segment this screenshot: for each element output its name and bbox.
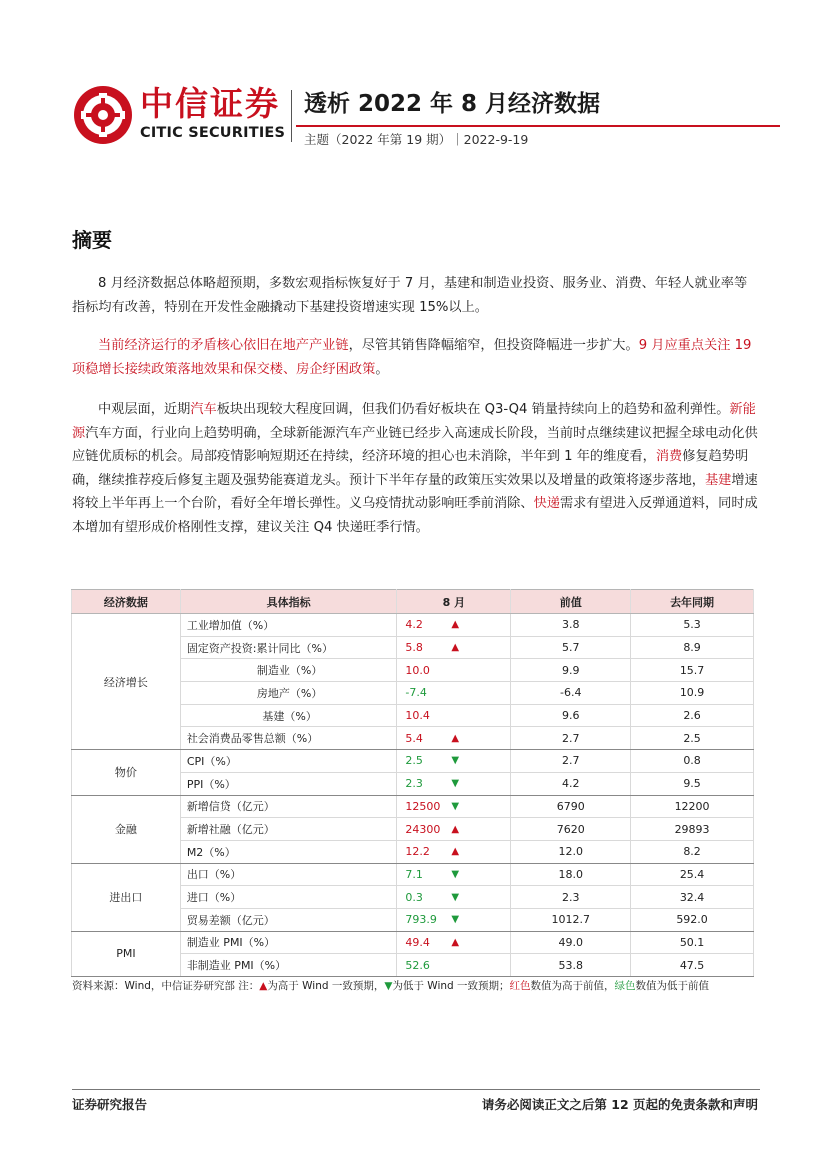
summary-paragraph-2 — [72, 334, 760, 381]
column-header: 前值 — [511, 590, 631, 614]
last-year-value-cell: 29893 — [631, 818, 754, 841]
august-cell — [397, 863, 511, 886]
august-value: 49.4 — [405, 935, 430, 949]
summary-heading: 摘要 — [72, 228, 112, 252]
down-arrow-icon: ▼ — [384, 980, 393, 992]
last-year-value-cell: 0.8 — [631, 750, 754, 773]
august-cell — [397, 750, 511, 773]
august-value: 7.1 — [405, 867, 423, 881]
august-value: 0.3 — [405, 890, 423, 904]
indicator-cell: 新增社融（亿元） — [180, 818, 397, 841]
keyword-new-energy: 新能源 — [72, 402, 756, 441]
keyword-express: 快递 — [533, 496, 560, 511]
down-arrow-icon: ▼ — [451, 755, 460, 767]
previous-value-cell: 2.7 — [511, 750, 631, 773]
previous-value-cell: 5.7 — [511, 636, 631, 659]
down-arrow-icon: ▼ — [451, 914, 460, 926]
table-row — [72, 614, 754, 637]
summary-paragraph-3 — [72, 398, 760, 539]
down-arrow-icon: ▼ — [451, 800, 460, 812]
previous-value-cell: 2.3 — [511, 886, 631, 909]
body-text: 中观层面，近期 — [98, 402, 191, 417]
report-subtitle: 主题（2022 年第 19 期）｜2022-9-19 — [304, 132, 529, 147]
table-source-note — [72, 978, 709, 993]
body-text: ，尽管其销售降幅缩窄，但投资降幅进一步扩大。 — [348, 338, 639, 353]
column-header: 经济数据 — [72, 590, 181, 614]
header-divider-vertical — [291, 90, 292, 142]
last-year-value-cell: 2.6 — [631, 704, 754, 727]
down-arrow-icon: ▼ — [451, 891, 460, 903]
down-arrow-icon: ▼ — [451, 868, 460, 880]
august-value: 5.4 — [405, 731, 423, 745]
table-header-row — [72, 590, 754, 614]
indicator-cell: PPI（%） — [180, 772, 397, 795]
august-cell — [397, 954, 511, 977]
note-red-label: 红色 — [509, 980, 531, 992]
up-arrow-icon: ▲ — [259, 980, 268, 992]
august-value: 52.6 — [405, 958, 430, 972]
august-cell — [397, 908, 511, 931]
body-text: 修复趋势明确，继续推荐疫后修复主题及强势能赛道龙头。预计下半年存量的政策压实效果以及增量的政策将逐步落地， — [72, 449, 749, 488]
august-value: 4.2 — [405, 618, 423, 632]
last-year-value-cell: 47.5 — [631, 954, 754, 977]
citic-logo-icon — [72, 84, 134, 146]
august-value: 2.5 — [405, 754, 423, 768]
down-arrow-icon: ▼ — [451, 778, 460, 790]
up-arrow-icon: ▲ — [451, 619, 460, 631]
august-value: 12.2 — [405, 845, 430, 859]
up-arrow-icon: ▲ — [451, 823, 460, 835]
august-cell — [397, 614, 511, 637]
previous-value-cell: 6790 — [511, 795, 631, 818]
body-text: 需求有望进入反弹通道料，同时成本增加有望形成价格刚性支撑，建议关注 Q4 快递旺季行情。 — [72, 496, 758, 535]
keyword-infrastructure: 基建 — [705, 472, 732, 488]
august-cell — [397, 931, 511, 954]
indicator-cell: 新增信贷（亿元） — [180, 795, 397, 818]
footer-divider — [72, 1089, 760, 1090]
footer-left-label: 证券研究报告 — [72, 1097, 148, 1112]
report-title: 透析 2022 年 8 月经济数据 — [304, 91, 601, 117]
indicator-cell: 制造业（%） — [180, 659, 397, 682]
indicator-cell: 出口（%） — [180, 863, 397, 886]
table-body — [72, 614, 754, 977]
august-value: 12500 — [405, 799, 441, 813]
previous-value-cell: 1012.7 — [511, 908, 631, 931]
table-row — [72, 863, 754, 886]
group-cell: 进出口 — [72, 863, 181, 931]
august-cell — [397, 659, 511, 682]
group-cell: PMI — [72, 931, 181, 976]
last-year-value-cell: 50.1 — [631, 931, 754, 954]
august-cell — [397, 818, 511, 841]
last-year-value-cell: 25.4 — [631, 863, 754, 886]
body-text: 板块出现较大程度回调，但我们仍看好板块在 Q3-Q4 销量持续向上的趋势和盈利弹性。 — [216, 402, 730, 417]
last-year-value-cell: 15.7 — [631, 659, 754, 682]
last-year-value-cell: 2.5 — [631, 727, 754, 750]
previous-value-cell: 2.7 — [511, 727, 631, 750]
column-header: 具体指标 — [180, 590, 397, 614]
august-value: 10.4 — [405, 709, 430, 723]
last-year-value-cell: 8.2 — [631, 840, 754, 863]
previous-value-cell: 4.2 — [511, 772, 631, 795]
last-year-value-cell: 8.9 — [631, 636, 754, 659]
footer-disclaimer: 请务必阅读正文之后第 12 页起的免责条款和声明 — [481, 1097, 758, 1112]
note-text: 数值为低于前值 — [635, 980, 710, 992]
indicator-cell: 工业增加值（%） — [180, 614, 397, 637]
brand-name-en: CITIC SECURITIES — [140, 125, 286, 141]
indicator-cell: 非制造业 PMI（%） — [180, 954, 397, 977]
highlight-text: 当前经济运行的矛盾核心依旧在地产产业链 — [98, 338, 349, 353]
august-cell — [397, 682, 511, 705]
august-value: -7.4 — [405, 686, 427, 700]
up-arrow-icon: ▲ — [451, 846, 460, 858]
body-text: 。 — [375, 361, 389, 377]
body-text: 增速将较上半年再上一个台阶，看好全年增长弹性。义乌疫情扰动影响旺季前消除、 — [72, 472, 758, 511]
keyword-consumption: 消费 — [655, 449, 683, 464]
august-value: 793.9 — [405, 913, 437, 927]
note-text: 为高于 Wind 一致预期， — [267, 980, 385, 992]
indicator-cell: 制造业 PMI（%） — [180, 931, 397, 954]
indicator-cell: 固定资产投资:累计同比（%） — [180, 636, 397, 659]
previous-value-cell: 49.0 — [511, 931, 631, 954]
up-arrow-icon: ▲ — [451, 732, 460, 744]
indicator-cell: 基建（%） — [180, 704, 397, 727]
previous-value-cell: 9.6 — [511, 704, 631, 727]
august-value: 24300 — [405, 822, 441, 836]
indicator-cell: CPI（%） — [180, 750, 397, 773]
last-year-value-cell: 592.0 — [631, 908, 754, 931]
table-row — [72, 750, 754, 773]
august-value: 2.3 — [405, 777, 423, 791]
brand-name-cn: 中信证券 — [140, 84, 280, 123]
up-arrow-icon: ▲ — [451, 936, 460, 948]
august-value: 10.0 — [405, 663, 430, 677]
column-header: 去年同期 — [631, 590, 754, 614]
previous-value-cell: 3.8 — [511, 614, 631, 637]
note-green-label: 绿色 — [614, 980, 636, 992]
up-arrow-icon: ▲ — [451, 642, 460, 654]
previous-value-cell: 53.8 — [511, 954, 631, 977]
previous-value-cell: 9.9 — [511, 659, 631, 682]
indicator-cell: M2（%） — [180, 840, 397, 863]
economic-data-table — [71, 589, 754, 977]
group-cell: 经济增长 — [72, 614, 181, 750]
august-value: 5.8 — [405, 641, 423, 655]
august-cell — [397, 886, 511, 909]
indicator-cell: 社会消费品零售总额（%） — [180, 727, 397, 750]
august-cell — [397, 840, 511, 863]
table-row — [72, 931, 754, 954]
august-cell — [397, 795, 511, 818]
note-text: 为低于 Wind 一致预期； — [392, 980, 510, 992]
previous-value-cell: 7620 — [511, 818, 631, 841]
keyword-auto: 汽车 — [190, 402, 217, 417]
last-year-value-cell: 32.4 — [631, 886, 754, 909]
summary-paragraph-1: 8 月经济数据总体略超预期，多数宏观指标恢复好于 7 月，基建和制造业投资、服务业、消费、年轻人就业率等指标均有改善，特别在开发性金融撬动下基建投资增速实现 15%以上。 — [72, 276, 748, 315]
last-year-value-cell: 9.5 — [631, 772, 754, 795]
last-year-value-cell: 5.3 — [631, 614, 754, 637]
table-row — [72, 795, 754, 818]
august-cell — [397, 704, 511, 727]
last-year-value-cell: 10.9 — [631, 682, 754, 705]
group-cell: 物价 — [72, 750, 181, 795]
previous-value-cell: -6.4 — [511, 682, 631, 705]
august-cell — [397, 636, 511, 659]
highlight-text: 9 月应重点关注 19 项稳增长接续政策落地效果和保交楼、房企纾困政策 — [72, 338, 752, 377]
note-text: 数值为高于前值， — [530, 980, 615, 992]
previous-value-cell: 12.0 — [511, 840, 631, 863]
previous-value-cell: 18.0 — [511, 863, 631, 886]
last-year-value-cell: 12200 — [631, 795, 754, 818]
body-text: 汽车方面，行业向上趋势明确，全球新能源汽车产业链已经步入高速成长阶段，当前时点继续建议把握全球电动化供应链优质标的机会。局部疫情影响短期还在持续，经济环境的担心也未消除，半年到 1 年的维度看， — [72, 425, 758, 464]
column-header: 8 月 — [397, 590, 511, 614]
indicator-cell: 进口（%） — [180, 886, 397, 909]
indicator-cell: 房地产（%） — [180, 682, 397, 705]
group-cell: 金融 — [72, 795, 181, 863]
header-divider-red — [296, 125, 780, 127]
august-cell — [397, 727, 511, 750]
note-text: 资料来源：Wind，中信证券研究部 注： — [72, 980, 260, 992]
indicator-cell: 贸易差额（亿元） — [180, 908, 397, 931]
august-cell — [397, 772, 511, 795]
